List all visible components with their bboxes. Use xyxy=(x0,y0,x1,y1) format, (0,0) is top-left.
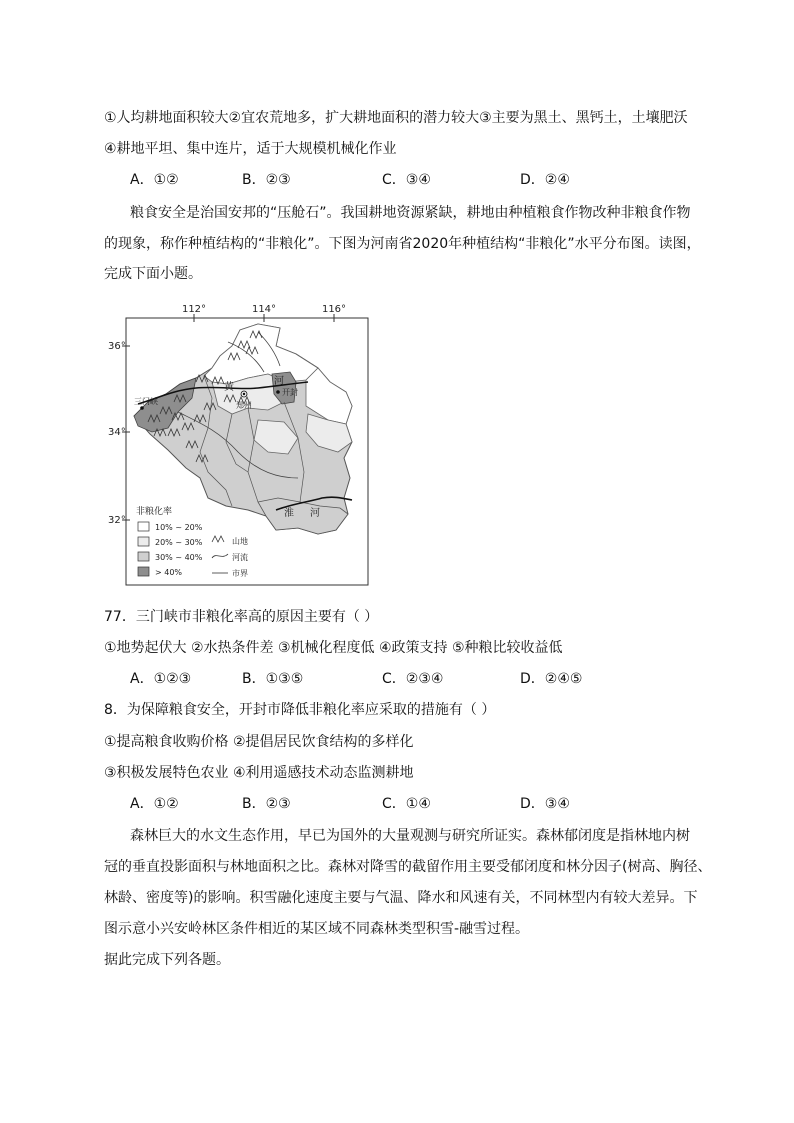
legend-swatch-2 xyxy=(138,537,149,546)
q7-choices: ①地势起伏大 ②水热条件差 ③机械化程度低 ④政策支持 ⑤种粮比较收益低 xyxy=(104,640,563,656)
passage2-line-1: 森林巨大的水文生态作用，早已为国外的大量观测与研究所证实。森林郁闭度是指林地内树 xyxy=(130,828,690,844)
intro-option-c: C．③④ xyxy=(382,172,431,188)
intro-choices-line-2: ④耕地平坦、集中连片，适于大规模机械化作业 xyxy=(104,141,397,157)
q8-stem: 8．为保障粮食安全，开封市降低非粮化率应采取的措施有（ ） xyxy=(104,702,496,718)
lon-label-116: 116° xyxy=(321,304,347,315)
city-zhengzhou: 郑州 xyxy=(236,401,252,410)
city-sanmenxia: 三门峡 xyxy=(134,397,158,406)
intro-option-a: A．①② xyxy=(130,172,179,188)
lon-label-112: 112° xyxy=(181,304,207,315)
river-label-huai: 淮 xyxy=(284,508,294,519)
passage2-line-3: 林龄、密度等)的影响。积雪融化速度主要与气温、降水和风速有关，不同林型内有较大差异。下 xyxy=(104,890,698,906)
legend-item-3: 30% ~ 40% xyxy=(155,553,203,562)
lat-label-34: 34° xyxy=(108,427,126,438)
legend-item-2: 20% ~ 30% xyxy=(155,538,203,547)
intro-option-d: D．②④ xyxy=(520,172,570,188)
lat-label-32: 32° xyxy=(108,515,126,526)
intro-choices-line-1: ①人均耕地面积较大②宜农荒地多，扩大耕地面积的潜力较大③主要为黑土、黑钙土，土壤肥沃 xyxy=(104,110,688,126)
legend-item-4: > 40% xyxy=(155,568,183,577)
q8-option-d: D．③④ xyxy=(520,796,570,812)
intro-options xyxy=(130,170,730,190)
passage2-line-5: 据此完成下列各题。 xyxy=(104,952,230,968)
legend-item-1: 10% ~ 20% xyxy=(155,523,203,532)
passage1-line-2: 的现象，称作种植结构的“非粮化”。下图为河南省2020年种植结构“非粮化”水平分布图。读图， xyxy=(104,236,701,252)
q7-option-d: D．②④⑤ xyxy=(520,671,583,687)
legend-mountain-label: 山地 xyxy=(232,537,248,546)
river-label-he2: 河 xyxy=(310,508,320,519)
passage2-line-2: 冠的垂直投影面积与林地面积之比。森林对降雪的截留作用主要受郁闭度和林分因子(树高、胸径、 xyxy=(104,859,712,875)
intro-option-b: B．②③ xyxy=(242,172,291,188)
q8-options xyxy=(130,794,730,814)
passage1-line-3: 完成下面小题。 xyxy=(104,266,202,282)
city-kaifeng: 开封 xyxy=(282,388,298,397)
q7-stem: 77．三门峡市非粮化率高的原因主要有（ ） xyxy=(104,609,379,625)
legend-river-label: 河流 xyxy=(232,553,248,562)
river-label-he1: 河 xyxy=(274,376,284,387)
lat-label-36: 36° xyxy=(108,341,126,352)
river-label-huang: 黄 xyxy=(224,382,234,393)
q8-choices-line-2: ③积极发展特色农业 ④利用遥感技术动态监测耕地 xyxy=(104,765,414,781)
henan-nongrain-map xyxy=(108,302,370,588)
passage2-line-4: 图示意小兴安岭林区条件相近的某区域不同森林类型积雪-融雪过程。 xyxy=(104,921,530,937)
q8-option-b: B．②③ xyxy=(242,796,291,812)
q7-options xyxy=(130,669,730,689)
legend-swatch-1 xyxy=(138,522,149,531)
q8-choices-line-1: ①提高粮食收购价格 ②提倡居民饮食结构的多样化 xyxy=(104,734,414,750)
legend-swatch-3 xyxy=(138,552,149,561)
q7-option-a: A．①②③ xyxy=(130,671,192,687)
legend-boundary-label: 市界 xyxy=(232,569,248,578)
legend-title: 非粮化率 xyxy=(136,507,173,517)
passage1-line-1: 粮食安全是治国安邦的“压舱石”。我国耕地资源紧缺，耕地由种植粮食作物改种非粮食作物 xyxy=(130,205,691,221)
legend-swatch-4 xyxy=(138,567,149,576)
lon-label-114: 114° xyxy=(251,304,277,315)
q7-option-b: B．①③⑤ xyxy=(242,671,304,687)
q8-option-a: A．①② xyxy=(130,796,179,812)
q7-option-c: C．②③④ xyxy=(382,671,444,687)
q8-option-c: C．①④ xyxy=(382,796,431,812)
